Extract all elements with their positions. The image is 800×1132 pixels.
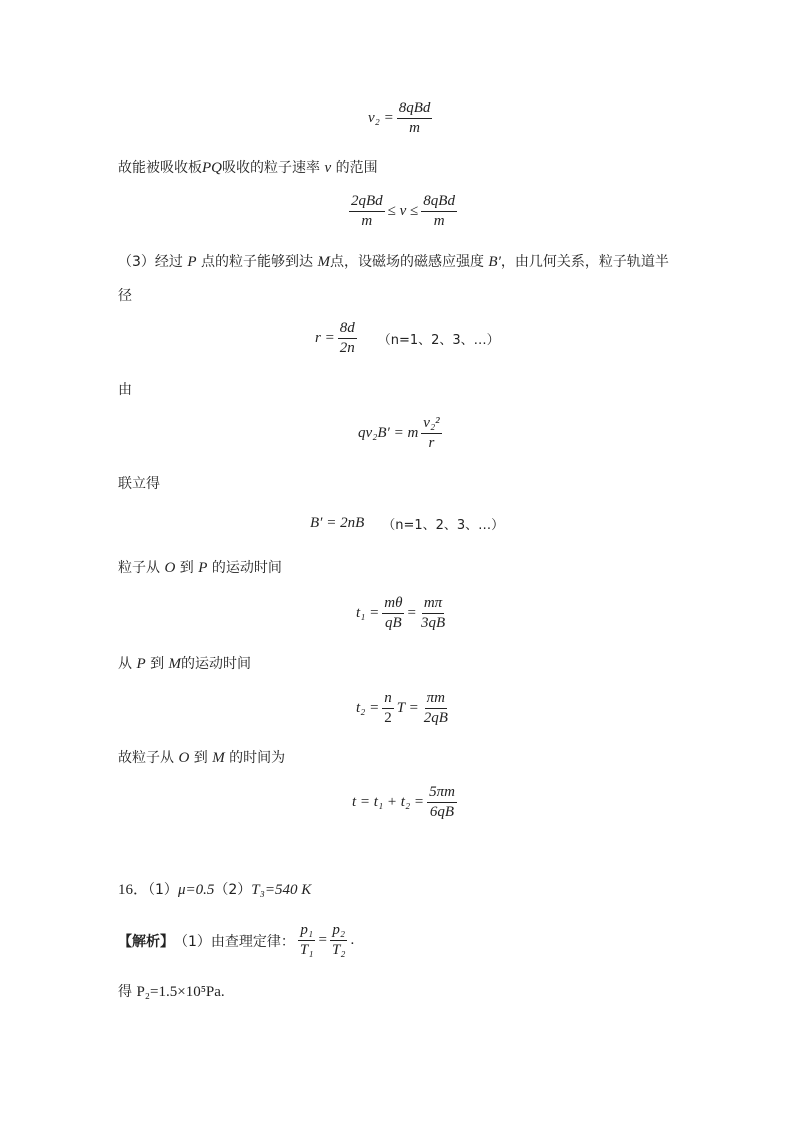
- equation-force: qv₂B′ = m $\frac{\text{v₂²}}{r}$: [358, 415, 440, 451]
- paragraph-from: 由: [118, 382, 132, 398]
- analysis-line: 【解析】 （1）由查理定律： $\frac{\text{p₁}}{\text{T₁}}$ = $\frac{\text{p₂}}{\text{T₂}}$ .: [118, 922, 355, 958]
- paragraph-part3-continued: 径: [118, 288, 132, 304]
- result-line: 得 P₂=1.5×10⁵Pa.: [118, 984, 225, 1000]
- equation-t1: t₁ = $\frac{m\theta}{qB}$ = $\frac{m\pi}{3qB}$: [356, 595, 446, 631]
- fraction: $\frac{\pi m}{2qB}$: [423, 690, 448, 726]
- fraction-denominator: m: [409, 120, 420, 136]
- equation-v2: [368, 100, 435, 137]
- condition: （n=1、2、3、…）: [377, 333, 500, 348]
- paragraph-combine: 联立得: [118, 476, 160, 492]
- paragraph-range-intro: 故能被吸收板PQ吸收的粒子速率 v 的范围: [118, 160, 378, 176]
- fraction: $\frac{m\theta}{qB}$: [384, 595, 403, 631]
- paragraph-time-op: 粒子从 O 到 P 的运动时间: [118, 560, 282, 576]
- equation-total-t: t = t₁ + t₂ = $\frac{5\pi m}{6qB}$: [352, 784, 455, 820]
- fraction: $\frac{\text{v₂²}}{r}$: [423, 415, 440, 451]
- paragraph-time-pm: 从 P 到 M的运动时间: [118, 656, 252, 672]
- fraction-numerator: 8qBd: [397, 100, 433, 119]
- fraction: $\frac{\text{8qBd}}{m}$: [423, 193, 455, 229]
- equation-speed-range: $\frac{\text{2qBd}}{m}$ ≤ v ≤ $\frac{\text{8qBd}}{m}$: [351, 193, 455, 229]
- fraction: $\frac{8d}{2n}$: [339, 320, 355, 356]
- question-16-answer: 16．（1）μ=0.5（2）T₃=540 K: [118, 882, 312, 898]
- fraction: $\frac{\text{2qBd}}{m}$: [351, 193, 383, 229]
- condition: （n=1、2、3、…）: [382, 518, 505, 533]
- fraction: $\frac{\text{p₂}}{\text{T₂}}$: [331, 922, 346, 958]
- fraction: $\frac{n}{2}$: [384, 690, 392, 726]
- fraction: [397, 100, 433, 137]
- fraction: $\frac{m\pi}{3qB}$: [420, 595, 446, 631]
- eq-lhs: v₂ =: [368, 110, 394, 126]
- fraction: $\frac{\text{p₁}}{\text{T₁}}$: [299, 922, 314, 958]
- equation-b-field: B′ = 2nB （n=1、2、3、…）: [310, 515, 505, 533]
- equation-t2: t₂ = $\frac{n}{2}$ T = $\frac{\pi m}{2qB}$: [356, 690, 448, 726]
- analysis-tag: 【解析】: [118, 933, 174, 950]
- paragraph-part3: （3）经过 P 点的粒子能够到达 M点，设磁场的磁感应强度 B′，由几何关系，粒子轨道半: [118, 254, 669, 270]
- paragraph-total-time: 故粒子从 O 到 M 的时间为: [118, 750, 286, 766]
- equation-radius: r = $\frac{8d}{2n}$ （n=1、2、3、…）: [315, 320, 500, 356]
- fraction: $\frac{5\pi m}{6qB}$: [429, 784, 455, 820]
